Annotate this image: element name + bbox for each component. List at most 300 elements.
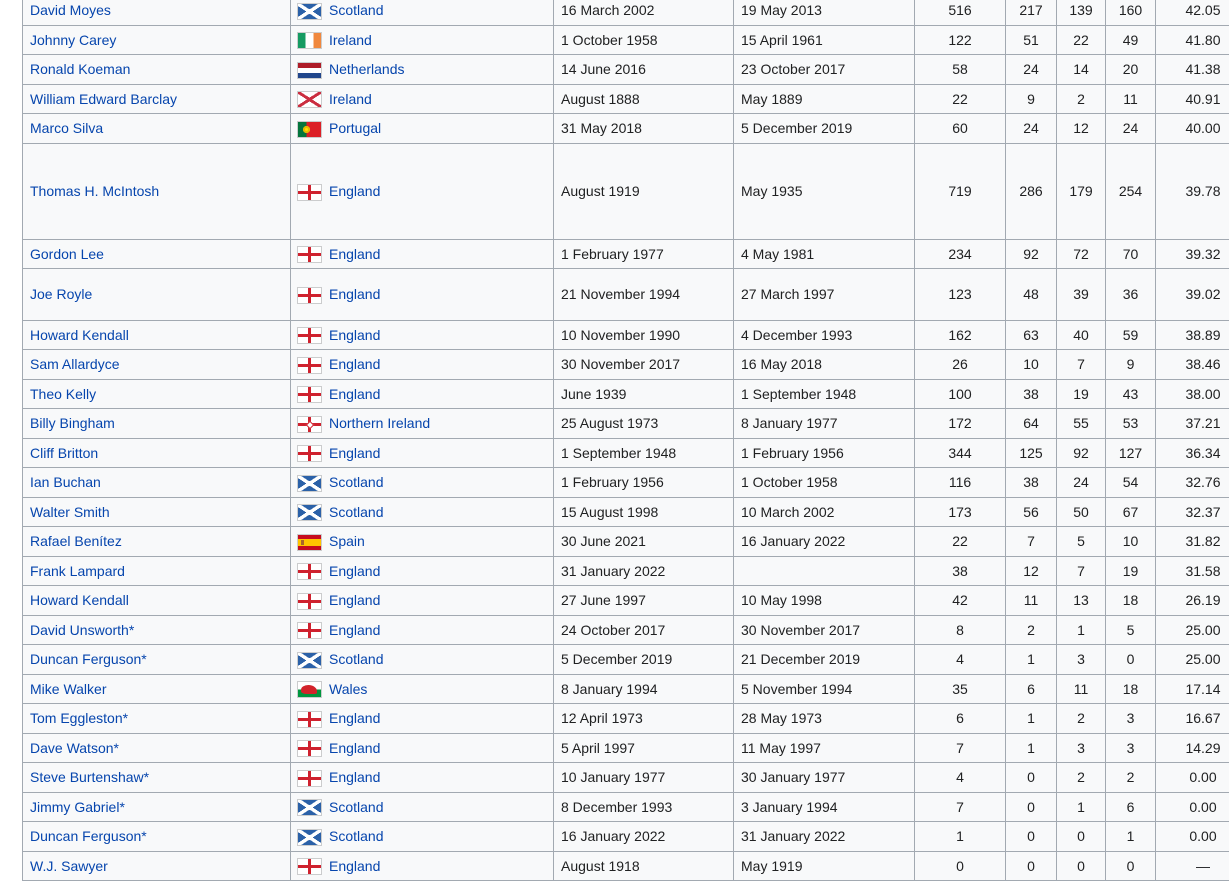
drawn-cell: 39	[1057, 269, 1106, 321]
england-flag-icon	[298, 185, 321, 200]
drawn-cell: 3	[1057, 733, 1106, 763]
win-percent-cell: 37.21	[1156, 409, 1229, 439]
country-link[interactable]: England	[329, 356, 381, 373]
table-row	[23, 350, 1229, 380]
manager-name-cell	[23, 586, 291, 616]
win-percent-cell: 38.89	[1156, 320, 1229, 350]
won-cell: 1	[1006, 704, 1057, 734]
nationality-cell	[291, 409, 554, 439]
manager-name-link[interactable]: Marco Silva	[30, 120, 104, 137]
won-cell: 286	[1006, 143, 1057, 239]
won-cell: 24	[1006, 114, 1057, 144]
win-percent-cell: 31.58	[1156, 556, 1229, 586]
scotland-flag-icon	[298, 830, 321, 845]
from-date-cell: 1 September 1948	[554, 438, 734, 468]
country-link[interactable]: Scotland	[329, 798, 384, 815]
manager-name-link[interactable]: Jimmy Gabriel*	[30, 798, 125, 815]
won-cell: 51	[1006, 25, 1057, 55]
manager-name-link[interactable]: Walter Smith	[30, 503, 110, 520]
drawn-cell: 13	[1057, 586, 1106, 616]
lost-cell: 67	[1106, 497, 1156, 527]
table-body	[23, 0, 1229, 881]
manager-name-link[interactable]: Tom Eggleston*	[30, 710, 129, 727]
drawn-cell: 7	[1057, 350, 1106, 380]
manager-name-link[interactable]: Howard Kendall	[30, 592, 129, 609]
win-percent-cell: 40.00	[1156, 114, 1229, 144]
wales-flag-icon	[298, 682, 321, 697]
country-link[interactable]: Ireland	[329, 90, 372, 107]
from-date-cell: June 1939	[554, 379, 734, 409]
ireland-saltire-flag-icon	[298, 92, 321, 107]
to-date-cell: 4 December 1993	[734, 320, 915, 350]
country-link[interactable]: Netherlands	[329, 61, 405, 78]
manager-name-link[interactable]: William Edward Barclay	[30, 90, 178, 107]
lost-cell: 2	[1106, 763, 1156, 793]
england-flag-icon	[298, 712, 321, 727]
country-link[interactable]: England	[329, 621, 381, 638]
manager-name-cell	[23, 239, 291, 269]
ireland-tricolour-flag-icon	[298, 33, 321, 48]
nationality-cell	[291, 763, 554, 793]
table-row	[23, 438, 1229, 468]
win-percent-cell: 40.91	[1156, 84, 1229, 114]
to-date-cell	[734, 556, 915, 586]
country-link[interactable]: Spain	[329, 533, 365, 550]
won-cell: 64	[1006, 409, 1057, 439]
lost-cell: 59	[1106, 320, 1156, 350]
table-row	[23, 851, 1229, 881]
england-flag-icon	[298, 328, 321, 343]
drawn-cell: 5	[1057, 527, 1106, 557]
manager-name-cell	[23, 350, 291, 380]
drawn-cell: 1	[1057, 615, 1106, 645]
england-flag-icon	[298, 594, 321, 609]
from-date-cell: 27 June 1997	[554, 586, 734, 616]
manager-name-cell	[23, 792, 291, 822]
drawn-cell: 55	[1057, 409, 1106, 439]
table-row	[23, 733, 1229, 763]
country-link[interactable]: Scotland	[329, 828, 384, 845]
country-link[interactable]: England	[329, 245, 381, 262]
to-date-cell: 1 October 1958	[734, 468, 915, 498]
nationality-cell	[291, 143, 554, 239]
won-cell: 24	[1006, 55, 1057, 85]
table-row	[23, 674, 1229, 704]
lost-cell: 24	[1106, 114, 1156, 144]
portugal-flag-icon	[298, 122, 321, 137]
played-cell: 116	[915, 468, 1006, 498]
win-percent-cell: 32.37	[1156, 497, 1229, 527]
played-cell: 38	[915, 556, 1006, 586]
manager-name-link[interactable]: Mike Walker	[30, 680, 107, 697]
played-cell: 35	[915, 674, 1006, 704]
manager-name-link[interactable]: Duncan Ferguson*	[30, 828, 147, 845]
lost-cell: 254	[1106, 143, 1156, 239]
manager-name-cell	[23, 851, 291, 881]
country-link[interactable]: England	[329, 286, 381, 303]
nationality-cell	[291, 25, 554, 55]
drawn-cell: 139	[1057, 0, 1106, 25]
manager-name-link[interactable]: W.J. Sawyer	[30, 857, 108, 874]
country-link[interactable]: Scotland	[329, 2, 384, 19]
england-flag-icon	[298, 288, 321, 303]
nationality-cell	[291, 674, 554, 704]
manager-name-cell	[23, 55, 291, 85]
drawn-cell: 11	[1057, 674, 1106, 704]
from-date-cell: 21 November 1994	[554, 269, 734, 321]
from-date-cell: 5 April 1997	[554, 733, 734, 763]
lost-cell: 53	[1106, 409, 1156, 439]
country-link[interactable]: England	[329, 857, 381, 874]
to-date-cell: 1 September 1948	[734, 379, 915, 409]
drawn-cell: 1	[1057, 792, 1106, 822]
win-percent-cell: 17.14	[1156, 674, 1229, 704]
table-row	[23, 320, 1229, 350]
won-cell: 38	[1006, 468, 1057, 498]
table-row	[23, 822, 1229, 852]
to-date-cell: 5 December 2019	[734, 114, 915, 144]
manager-name-cell	[23, 143, 291, 239]
from-date-cell: 12 April 1973	[554, 704, 734, 734]
to-date-cell: 19 May 2013	[734, 0, 915, 25]
win-percent-cell: 39.02	[1156, 269, 1229, 321]
to-date-cell: 4 May 1981	[734, 239, 915, 269]
won-cell: 92	[1006, 239, 1057, 269]
nationality-cell	[291, 527, 554, 557]
country-link[interactable]: Northern Ireland	[329, 415, 431, 432]
win-percent-cell: 26.19	[1156, 586, 1229, 616]
manager-name-cell	[23, 763, 291, 793]
to-date-cell: May 1935	[734, 143, 915, 239]
nationality-cell	[291, 556, 554, 586]
table-row	[23, 143, 1229, 239]
played-cell: 344	[915, 438, 1006, 468]
nationality-cell	[291, 84, 554, 114]
manager-name-cell	[23, 438, 291, 468]
win-percent-cell: 42.05	[1156, 0, 1229, 25]
manager-name-cell	[23, 527, 291, 557]
win-percent-cell: 36.34	[1156, 438, 1229, 468]
england-flag-icon	[298, 623, 321, 638]
table-row	[23, 615, 1229, 645]
lost-cell: 18	[1106, 674, 1156, 704]
lost-cell: 11	[1106, 84, 1156, 114]
country-link[interactable]: England	[329, 710, 381, 727]
played-cell: 516	[915, 0, 1006, 25]
country-link[interactable]: Scotland	[329, 503, 384, 520]
to-date-cell: 15 April 1961	[734, 25, 915, 55]
played-cell: 7	[915, 792, 1006, 822]
lost-cell: 6	[1106, 792, 1156, 822]
manager-name-cell	[23, 0, 291, 25]
manager-name-cell	[23, 269, 291, 321]
table-row	[23, 114, 1229, 144]
manager-name-link[interactable]: Joe Royle	[30, 286, 93, 303]
to-date-cell: 1 February 1956	[734, 438, 915, 468]
played-cell: 162	[915, 320, 1006, 350]
to-date-cell: 5 November 1994	[734, 674, 915, 704]
win-percent-cell: 39.32	[1156, 239, 1229, 269]
country-link[interactable]: England	[329, 326, 381, 343]
managers-table	[22, 0, 1229, 881]
spain-flag-icon	[298, 535, 321, 550]
scotland-flag-icon	[298, 4, 321, 19]
lost-cell: 5	[1106, 615, 1156, 645]
northern-ireland-flag-icon	[298, 417, 321, 432]
manager-name-link[interactable]: Cliff Britton	[30, 444, 99, 461]
lost-cell: 70	[1106, 239, 1156, 269]
country-link[interactable]: England	[329, 592, 381, 609]
won-cell: 1	[1006, 733, 1057, 763]
lost-cell: 3	[1106, 704, 1156, 734]
nationality-cell	[291, 379, 554, 409]
nationality-cell	[291, 350, 554, 380]
won-cell: 63	[1006, 320, 1057, 350]
played-cell: 0	[915, 851, 1006, 881]
played-cell: 58	[915, 55, 1006, 85]
netherlands-flag-icon	[298, 63, 321, 78]
table-row	[23, 379, 1229, 409]
lost-cell: 160	[1106, 0, 1156, 25]
nationality-cell	[291, 468, 554, 498]
england-flag-icon	[298, 564, 321, 579]
from-date-cell: 16 March 2002	[554, 0, 734, 25]
drawn-cell: 0	[1057, 851, 1106, 881]
manager-name-link[interactable]: Frank Lampard	[30, 562, 125, 579]
win-percent-cell: 16.67	[1156, 704, 1229, 734]
played-cell: 173	[915, 497, 1006, 527]
table-row	[23, 556, 1229, 586]
nationality-cell	[291, 733, 554, 763]
lost-cell: 43	[1106, 379, 1156, 409]
drawn-cell: 12	[1057, 114, 1106, 144]
to-date-cell: 11 May 1997	[734, 733, 915, 763]
drawn-cell: 3	[1057, 645, 1106, 675]
win-percent-cell: 39.78	[1156, 143, 1229, 239]
lost-cell: 18	[1106, 586, 1156, 616]
manager-name-link[interactable]: Howard Kendall	[30, 326, 129, 343]
manager-name-cell	[23, 497, 291, 527]
to-date-cell: 31 January 2022	[734, 822, 915, 852]
from-date-cell: 10 January 1977	[554, 763, 734, 793]
win-percent-cell: 0.00	[1156, 763, 1229, 793]
nationality-cell	[291, 0, 554, 25]
lost-cell: 0	[1106, 851, 1156, 881]
table-row	[23, 269, 1229, 321]
from-date-cell: 15 August 1998	[554, 497, 734, 527]
win-percent-cell: 25.00	[1156, 615, 1229, 645]
manager-name-link[interactable]: David Unsworth*	[30, 621, 135, 638]
to-date-cell: 8 January 1977	[734, 409, 915, 439]
played-cell: 172	[915, 409, 1006, 439]
win-percent-cell: 41.38	[1156, 55, 1229, 85]
nationality-cell	[291, 438, 554, 468]
drawn-cell: 179	[1057, 143, 1106, 239]
scotland-flag-icon	[298, 800, 321, 815]
win-percent-cell: 0.00	[1156, 792, 1229, 822]
played-cell: 234	[915, 239, 1006, 269]
manager-name-link[interactable]: Theo Kelly	[30, 385, 97, 402]
from-date-cell: 1 February 1956	[554, 468, 734, 498]
to-date-cell: 16 May 2018	[734, 350, 915, 380]
manager-name-link[interactable]: David Moyes	[30, 2, 111, 19]
from-date-cell: 25 August 1973	[554, 409, 734, 439]
lost-cell: 36	[1106, 269, 1156, 321]
to-date-cell: 28 May 1973	[734, 704, 915, 734]
country-link[interactable]: Portugal	[329, 120, 382, 137]
win-percent-cell: 0.00	[1156, 822, 1229, 852]
manager-name-link[interactable]: Ian Buchan	[30, 474, 101, 491]
manager-name-link[interactable]: Dave Watson*	[30, 739, 119, 756]
to-date-cell: 16 January 2022	[734, 527, 915, 557]
manager-name-link[interactable]: Rafael Benítez	[30, 533, 122, 550]
country-link[interactable]: England	[329, 385, 381, 402]
lost-cell: 9	[1106, 350, 1156, 380]
played-cell: 22	[915, 84, 1006, 114]
drawn-cell: 50	[1057, 497, 1106, 527]
played-cell: 1	[915, 822, 1006, 852]
played-cell: 122	[915, 25, 1006, 55]
played-cell: 4	[915, 763, 1006, 793]
played-cell: 22	[915, 527, 1006, 557]
drawn-cell: 2	[1057, 84, 1106, 114]
manager-name-cell	[23, 674, 291, 704]
from-date-cell: 8 December 1993	[554, 792, 734, 822]
manager-name-link[interactable]: Thomas H. McIntosh	[30, 182, 160, 199]
drawn-cell: 72	[1057, 239, 1106, 269]
table-row	[23, 55, 1229, 85]
won-cell: 0	[1006, 822, 1057, 852]
drawn-cell: 24	[1057, 468, 1106, 498]
from-date-cell: 31 January 2022	[554, 556, 734, 586]
country-link[interactable]: England	[329, 739, 381, 756]
drawn-cell: 92	[1057, 438, 1106, 468]
played-cell: 8	[915, 615, 1006, 645]
manager-name-cell	[23, 733, 291, 763]
table-row	[23, 84, 1229, 114]
win-percent-cell: —	[1156, 851, 1229, 881]
manager-name-cell	[23, 25, 291, 55]
table-row	[23, 527, 1229, 557]
nationality-cell	[291, 320, 554, 350]
lost-cell: 19	[1106, 556, 1156, 586]
manager-name-cell	[23, 645, 291, 675]
table-row	[23, 645, 1229, 675]
played-cell: 100	[915, 379, 1006, 409]
from-date-cell: 30 June 2021	[554, 527, 734, 557]
manager-name-cell	[23, 114, 291, 144]
drawn-cell: 7	[1057, 556, 1106, 586]
lost-cell: 49	[1106, 25, 1156, 55]
to-date-cell: May 1889	[734, 84, 915, 114]
to-date-cell: 10 May 1998	[734, 586, 915, 616]
played-cell: 42	[915, 586, 1006, 616]
manager-name-link[interactable]: Steve Burtenshaw*	[30, 769, 150, 786]
england-flag-icon	[298, 247, 321, 262]
won-cell: 0	[1006, 851, 1057, 881]
to-date-cell: May 1919	[734, 851, 915, 881]
win-percent-cell: 14.29	[1156, 733, 1229, 763]
from-date-cell: 16 January 2022	[554, 822, 734, 852]
nationality-cell	[291, 55, 554, 85]
drawn-cell: 14	[1057, 55, 1106, 85]
england-flag-icon	[298, 741, 321, 756]
manager-name-link[interactable]: Johnny Carey	[30, 31, 117, 48]
nationality-cell	[291, 497, 554, 527]
manager-name-cell	[23, 409, 291, 439]
country-link[interactable]: Scotland	[329, 651, 384, 668]
country-link[interactable]: England	[329, 444, 381, 461]
nationality-cell	[291, 851, 554, 881]
manager-name-link[interactable]: Billy Bingham	[30, 415, 115, 432]
to-date-cell: 30 January 1977	[734, 763, 915, 793]
to-date-cell: 23 October 2017	[734, 55, 915, 85]
table-row	[23, 763, 1229, 793]
manager-name-link[interactable]: Duncan Ferguson*	[30, 651, 147, 668]
manager-name-link[interactable]: Ronald Koeman	[30, 61, 131, 78]
from-date-cell: 1 October 1958	[554, 25, 734, 55]
nationality-cell	[291, 239, 554, 269]
country-link[interactable]: Wales	[329, 680, 368, 697]
manager-name-cell	[23, 379, 291, 409]
lost-cell: 3	[1106, 733, 1156, 763]
to-date-cell: 30 November 2017	[734, 615, 915, 645]
won-cell: 125	[1006, 438, 1057, 468]
england-flag-icon	[298, 358, 321, 373]
manager-name-cell	[23, 556, 291, 586]
lost-cell: 20	[1106, 55, 1156, 85]
country-link[interactable]: England	[329, 182, 381, 199]
from-date-cell: August 1919	[554, 143, 734, 239]
table-row	[23, 704, 1229, 734]
from-date-cell: 10 November 1990	[554, 320, 734, 350]
country-link[interactable]: Scotland	[329, 474, 384, 491]
played-cell: 7	[915, 733, 1006, 763]
nationality-cell	[291, 822, 554, 852]
won-cell: 48	[1006, 269, 1057, 321]
won-cell: 7	[1006, 527, 1057, 557]
won-cell: 1	[1006, 645, 1057, 675]
manager-name-cell	[23, 320, 291, 350]
nationality-cell	[291, 792, 554, 822]
lost-cell: 0	[1106, 645, 1156, 675]
from-date-cell: 24 October 2017	[554, 615, 734, 645]
win-percent-cell: 31.82	[1156, 527, 1229, 557]
country-link[interactable]: England	[329, 769, 381, 786]
played-cell: 6	[915, 704, 1006, 734]
drawn-cell: 2	[1057, 763, 1106, 793]
to-date-cell: 27 March 1997	[734, 269, 915, 321]
from-date-cell: 31 May 2018	[554, 114, 734, 144]
win-percent-cell: 25.00	[1156, 645, 1229, 675]
england-flag-icon	[298, 387, 321, 402]
manager-name-link[interactable]: Sam Allardyce	[30, 356, 120, 373]
scotland-flag-icon	[298, 505, 321, 520]
won-cell: 6	[1006, 674, 1057, 704]
nationality-cell	[291, 615, 554, 645]
won-cell: 217	[1006, 0, 1057, 25]
win-percent-cell: 41.80	[1156, 25, 1229, 55]
played-cell: 26	[915, 350, 1006, 380]
table-row	[23, 586, 1229, 616]
manager-name-link[interactable]: Gordon Lee	[30, 245, 104, 262]
from-date-cell: 1 February 1977	[554, 239, 734, 269]
won-cell: 0	[1006, 792, 1057, 822]
country-link[interactable]: England	[329, 562, 381, 579]
manager-name-cell	[23, 822, 291, 852]
country-link[interactable]: Ireland	[329, 31, 372, 48]
nationality-cell	[291, 645, 554, 675]
